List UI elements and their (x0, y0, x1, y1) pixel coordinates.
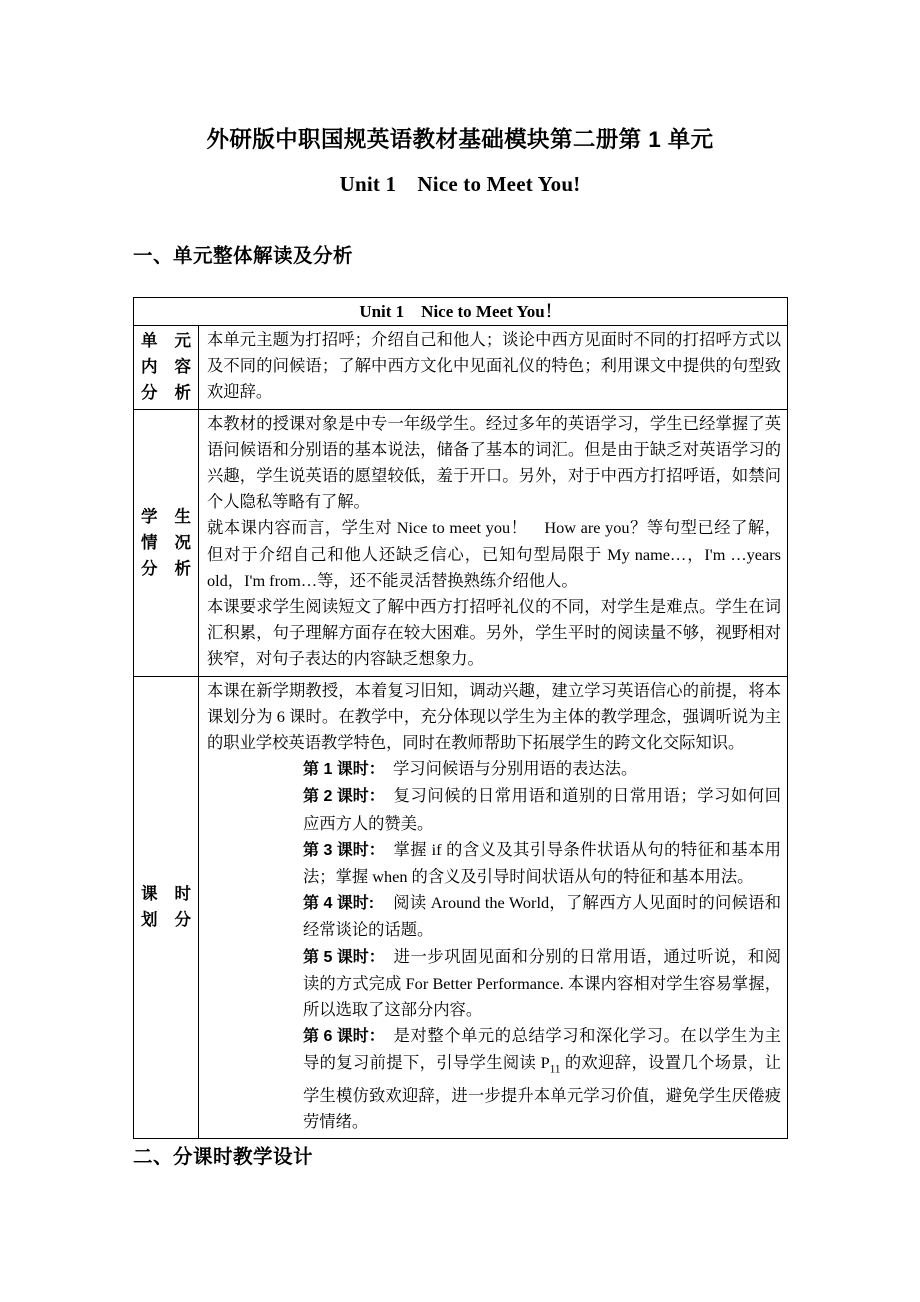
lesson-label: 第 5 课时： (303, 948, 385, 966)
lesson-item (207, 783, 781, 836)
row-label-student-situation (134, 409, 199, 676)
lesson-item (207, 837, 781, 890)
paragraph: 就本课内容而言，学生对 Nice to meet you！ How are you？等句型已经了解，但对于介绍自己和他人还缺乏信心，已知句型局限于 My name…，I'm …years old，I'm from…等，还不能灵活替换熟练介绍他人。 (207, 518, 782, 590)
table-row (134, 326, 788, 410)
row-label-line: 分析 (141, 384, 191, 403)
table-row (134, 409, 788, 676)
row-label-line: 学生 (141, 507, 191, 526)
row-label-line: 情况 (141, 533, 191, 552)
lesson-label: 第 1 课时： (303, 761, 385, 779)
lesson-label: 第 3 课时： (303, 841, 385, 859)
lesson-text: 进一步巩固见面和分别的日常用语，通过听说，和阅读的方式完成 For Better Performance. 本课内容相对学生容易掌握，所以选取了这部分内容。 (303, 946, 782, 1020)
row-label-lesson-division (134, 676, 199, 1139)
row-label-line: 单元 (141, 332, 191, 351)
lesson-text-before-subscript: 是对整个单元的总结学习和深化学习。在以学生为主导的复习前提下，引导学生阅读 P (303, 1026, 782, 1073)
paragraph: 本单元主题为打招呼；介绍自己和他人；谈论中西方见面时不同的打招呼方式以及不同的问候语；了解中西方文化中见面礼仪的特色；利用课文中提供的句型致欢迎辞。 (207, 330, 782, 402)
paragraph: 本教材的授课对象是中专一年级学生。经过多年的英语学习，学生已经掌握了英语问候语和分别语的基本说法，储备了基本的词汇。但是由于缺乏对英语学习的兴趣，学生说英语的愿望较低，羞于开口。另外，对于中西方打招呼语，如禁问个人隐私等略有了解。 (207, 413, 782, 512)
row-body-lesson-division (199, 676, 788, 1139)
row-label-line: 划分 (141, 911, 191, 930)
row-label-unit-content (134, 326, 199, 410)
table-header-row (134, 298, 788, 326)
page-title: 外研版中职国规英语教材基础模块第二册第 1 单元 (206, 127, 714, 152)
table-header-cell: Unit 1 Nice to Meet You！ (134, 298, 788, 326)
row-label-line: 课时 (141, 885, 191, 904)
row-label-line: 内容 (141, 358, 191, 377)
table-row (134, 676, 788, 1139)
lesson-text: 学习问候语与分别用语的表达法。 (393, 759, 638, 779)
row-body-student-situation (199, 409, 788, 676)
lesson-text-after-subscript: 的欢迎辞，设置几个场景，让学生模仿致欢迎辞，进一步提升本单元学习价值，避免学生厌倦疲劳情绪。 (303, 1053, 782, 1132)
paragraph: 本课要求学生阅读短文了解中西方打招呼礼仪的不同，对学生是难点。学生在词汇积累，句子理解方面存在较大困难。另外，学生平时的阅读量不够，视野相对狭窄，对句子表达的内容缺乏想象力。 (207, 597, 782, 669)
lesson-text: 掌握 if 的含义及其引导条件状语从句的特征和基本用法；掌握 when 的含义及引导时间状语从句的特征和基本用法。 (303, 839, 782, 887)
lesson-item (207, 756, 781, 783)
row-body-unit-content (199, 326, 788, 410)
lesson-item (207, 1023, 781, 1135)
section-heading-1: 一、单元整体解读及分析 (133, 245, 354, 267)
page-subtitle: Unit 1 Nice to Meet You! (339, 172, 581, 196)
lesson-text: 阅读 Around the World，了解西方人见面时的问候语和经常谈论的话题。 (303, 893, 782, 940)
row-label-line: 分析 (141, 559, 191, 578)
lesson-label: 第 2 课时： (303, 788, 385, 806)
lesson-label: 第 4 课时: (303, 895, 375, 913)
lesson-label: 第 6 课时： (303, 1028, 385, 1046)
page-reference-subscript: 11 (549, 1063, 561, 1076)
lesson-item (207, 944, 781, 1024)
unit-analysis-table (133, 297, 788, 1139)
section-heading-2: 二、分课时教学设计 (133, 1146, 314, 1168)
paragraph: 本课在新学期教授，本着复习旧知，调动兴趣，建立学习英语信心的前提，将本课划分为 6 课时。在教学中，充分体现以学生为主体的教学理念，强调听说为主的职业学校英语教学特色，同时在教师帮助下拓展学生的跨文化交际知识。 (207, 680, 782, 753)
lesson-item (207, 890, 781, 943)
lesson-text: 复习问候的日常用语和道别的日常用语；学习如何回应西方人的赞美。 (303, 786, 782, 833)
